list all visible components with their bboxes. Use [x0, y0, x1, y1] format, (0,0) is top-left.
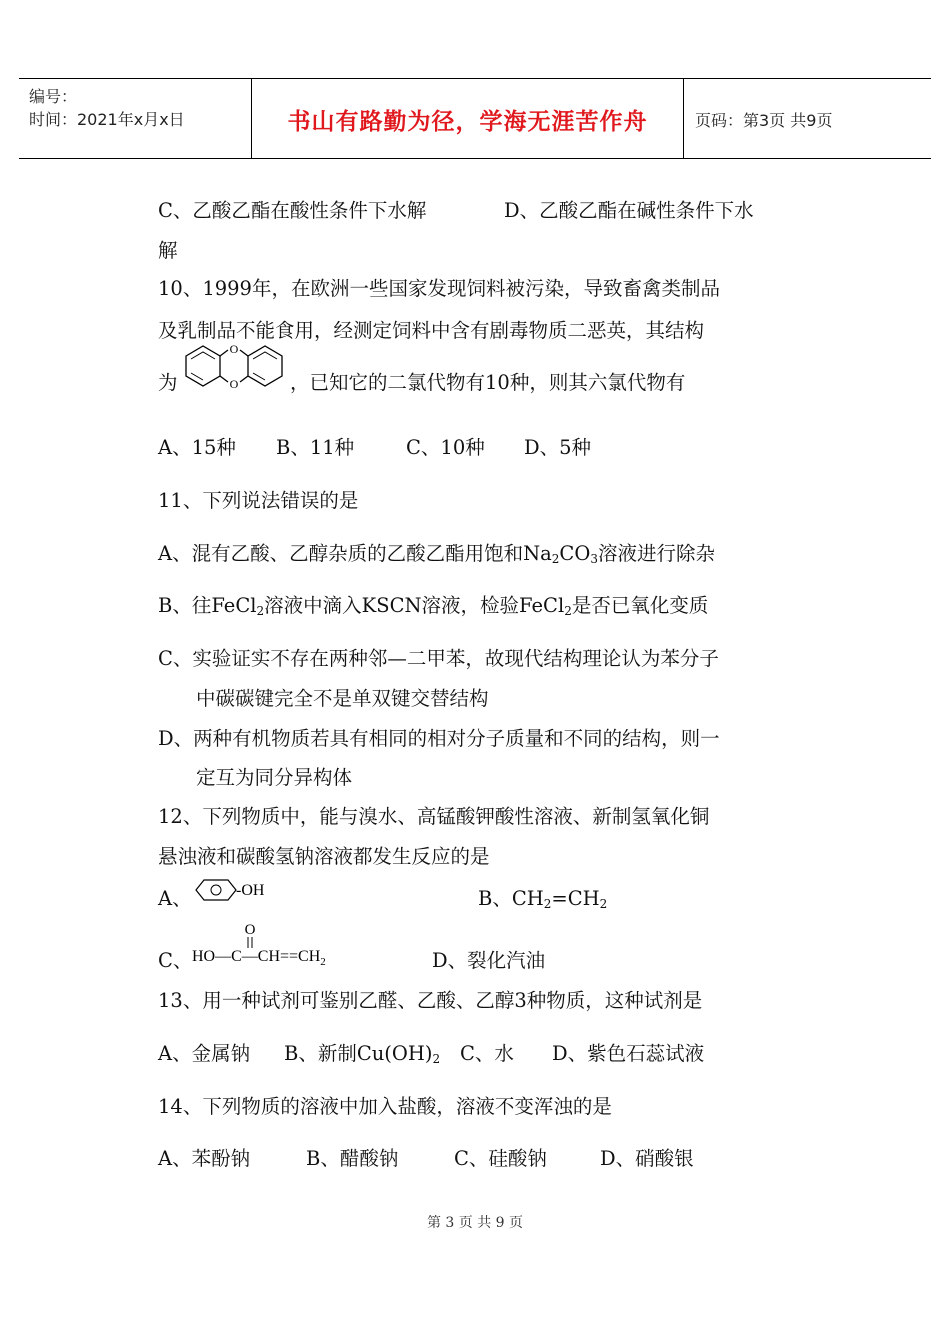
q10-stem-line1: 10、1999年，在欧洲一些国家发现饲料被污染，导致畜禽类制品: [158, 277, 720, 300]
phenol-hydroxyl-label: -OH: [236, 882, 265, 899]
q10-stem-prefix: 为: [158, 371, 178, 394]
q13-option-d: D、紫色石蕊试液: [552, 1042, 705, 1065]
dioxin-structure-diagram: [178, 338, 290, 394]
serial-label: 编号：: [29, 87, 78, 106]
ring-oxygen-top: O: [229, 342, 239, 356]
page-footer: 第 3 页 共 9 页: [426, 1215, 524, 1231]
q12-stem-line2: 悬浊液和碳酸氢钠溶液都发生反应的是: [158, 845, 490, 868]
q13-stem: 13、用一种试剂可鉴别乙醛、乙酸、乙醇3种物质，这种试剂是: [158, 989, 703, 1012]
carbonyl-oxygen-label: O: [244, 922, 256, 938]
q11-option-d-line1: D、两种有机物质若具有相同的相对分子质量和不同的结构，则一: [158, 727, 720, 750]
phenol-structure-diagram: [192, 876, 276, 904]
q10-stem-suffix: ，已知它的二氯代物有10种，则其六氯代物有: [290, 371, 686, 394]
q14-stem: 14、下列物质的溶液中加入盐酸，溶液不变浑浊的是: [158, 1095, 612, 1118]
q12-option-a-label: A、: [158, 887, 192, 910]
q13-option-b: B、新制$Cu(OH)_2$: [284, 1042, 441, 1066]
q9-option-c: C、乙酸乙酯在酸性条件下水解: [158, 199, 427, 222]
header-motto: 书山有路勤为径，学海无涯苦作舟: [287, 109, 648, 135]
q12-option-c-label: C、: [158, 949, 193, 972]
q14-option-c: C、硅酸钠: [454, 1147, 547, 1170]
acrylic-acid-structure-diagram: [192, 918, 382, 968]
q9-option-d: D、乙酸乙酯在碱性条件下水: [504, 199, 754, 222]
header-divider: [683, 79, 684, 158]
q11-option-a: A、混有乙酸、乙醇杂质的乙酸乙酯用饱和$Na_2CO_3$溶液进行除杂: [158, 542, 715, 566]
q11-option-c-line2: 中碳碳键完全不是单双键交替结构: [196, 687, 489, 710]
q12-stem-line1: 12、下列物质中，能与溴水、高锰酸钾酸性溶液、新制氢氧化铜: [158, 805, 710, 828]
header-page-number: 页码：第3页 共9页: [695, 111, 833, 130]
q11-option-c-line1: C、实验证实不存在两种邻—二甲苯，故现代结构理论认为苯分子: [158, 647, 719, 670]
q11-stem: 11、下列说法错误的是: [158, 489, 359, 512]
q12-option-d: D、裂化汽油: [432, 949, 546, 972]
q10-option-c: C、10种: [406, 436, 485, 459]
q9-option-d-continued: 解: [158, 239, 178, 262]
q14-option-b: B、醋酸钠: [306, 1147, 399, 1170]
time-label: 时间：2021年x月x日: [29, 110, 185, 129]
q13-option-c: C、水: [460, 1042, 514, 1065]
q14-option-d: D、硝酸银: [600, 1147, 694, 1170]
q12-option-b: B、$CH_2=CH_2$: [478, 887, 608, 911]
q11-option-b: B、往FeCl$_2$溶液中滴入KSCN溶液，检验FeCl$_2$是否已氧化变质: [158, 594, 709, 618]
q10-option-a: A、15种: [158, 436, 236, 459]
page-header: [19, 78, 931, 159]
q11-option-d-line2: 定互为同分异构体: [196, 766, 353, 789]
q13-option-a: A、金属钠: [158, 1042, 251, 1065]
header-meta: [29, 85, 185, 131]
q10-stem-line2: 及乳制品不能食用，经测定饲料中含有剧毒物质二恶英，其结构: [158, 319, 705, 342]
q14-option-a: A、苯酚钠: [158, 1147, 251, 1170]
q10-option-b: B、11种: [276, 436, 355, 459]
acrylic-acid-chain: $HO—C—CH==CH_2$: [192, 948, 326, 968]
q10-option-d: D、5种: [524, 436, 592, 459]
ring-oxygen-bottom: O: [229, 377, 239, 391]
